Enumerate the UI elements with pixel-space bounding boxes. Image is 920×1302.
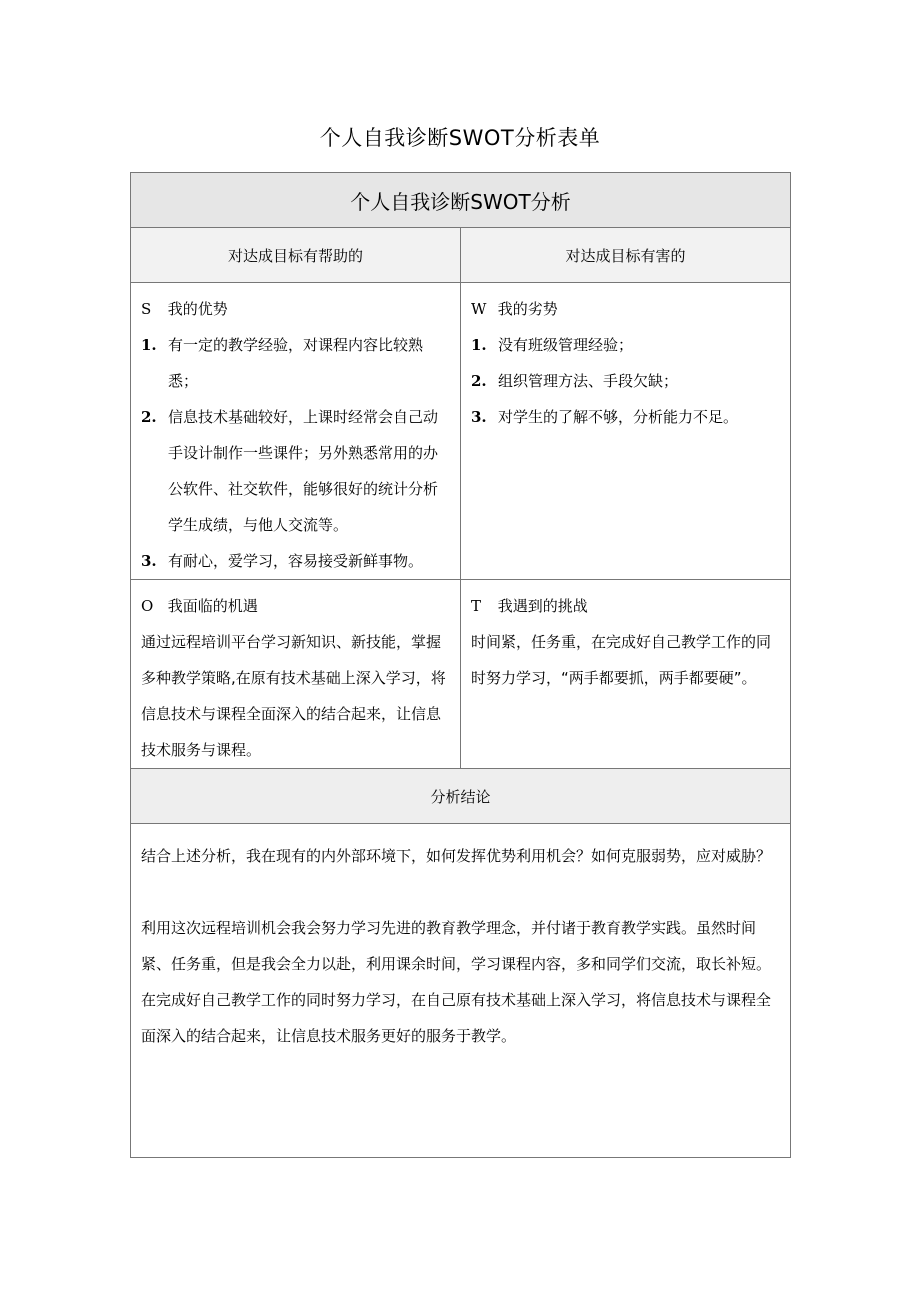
list-item (471, 327, 782, 363)
strengths-heading (141, 291, 452, 327)
conclusion-spacer (141, 874, 782, 910)
weaknesses-letter: W (471, 300, 487, 318)
opportunities-heading (141, 588, 452, 624)
table-main-header: 个人自我诊断SWOT分析 (131, 173, 791, 228)
strengths-letter: S (141, 300, 152, 318)
conclusion-header: 分析结论 (131, 769, 791, 824)
list-item-text: 有一定的教学经验，对课程内容比较熟悉； (168, 336, 424, 390)
weaknesses-list (471, 327, 782, 435)
column-header-helpful: 对达成目标有帮助的 (131, 228, 461, 283)
opportunities-letter: O (141, 597, 154, 615)
list-item-text: 有耐心，爱学习，容易接受新鲜事物。 (168, 552, 424, 570)
weaknesses-heading (471, 291, 782, 327)
list-item-number: 1. (471, 336, 487, 354)
opportunities-title: 我面临的机遇 (167, 597, 258, 615)
opportunities-text: 通过远程培训平台学习新知识、新技能，掌握多种教学策略,在原有技术基础上深入学习，将信息技术与课程全面深入的结合起来，让信息技术服务与课程。 (141, 633, 446, 759)
weaknesses-title: 我的劣势 (497, 300, 558, 318)
list-item (471, 363, 782, 399)
opportunities-cell (131, 580, 461, 769)
strengths-title: 我的优势 (167, 300, 228, 318)
threats-text: 时间紧，任务重，在完成好自己教学工作的同时努力学习，“两手都要抓，两手都要硬”。 (471, 633, 772, 687)
threats-cell (461, 580, 791, 769)
threats-heading (471, 588, 782, 624)
list-item-number: 3. (471, 408, 487, 426)
list-item (141, 327, 452, 399)
list-item (141, 543, 452, 579)
list-item-number: 1. (141, 336, 157, 354)
conclusion-cell (131, 824, 791, 1158)
column-header-harmful: 对达成目标有害的 (461, 228, 791, 283)
list-item-number: 3. (141, 552, 157, 570)
list-item-text: 对学生的了解不够，分析能力不足。 (498, 408, 739, 426)
threats-title: 我遇到的挑战 (497, 597, 588, 615)
list-item-number: 2. (471, 372, 487, 390)
threats-letter: T (471, 597, 482, 615)
conclusion-answer: 利用这次远程培训机会我会努力学习先进的教育教学理念，并付诸于教育教学实践。虽然时间紧、任务重，但是我会全力以赴，利用课余时间，学习课程内容，多和同学们交流，取长补短。在完成好自己教学工作的同时努力学习，在自己原有技术基础上深入学习，将信息技术与课程全面深入的结合起来，让信息技术服务更好的服务于教学。 (141, 919, 772, 1045)
weaknesses-cell (461, 283, 791, 580)
conclusion-question: 结合上述分析，我在现有的内外部环境下，如何发挥优势利用机会？如何克服弱势，应对威胁？ (141, 847, 772, 865)
list-item (141, 399, 452, 543)
list-item (471, 399, 782, 435)
list-item-number: 2. (141, 408, 157, 426)
list-item-text: 没有班级管理经验； (498, 336, 634, 354)
document-title: 个人自我诊断SWOT分析表单 (319, 126, 601, 150)
strengths-cell (131, 283, 461, 580)
list-item-text: 信息技术基础较好，上课时经常会自己动手设计制作一些课件；另外熟悉常用的办公软件、社交软件，能够很好的统计分析学生成绩，与他人交流等。 (168, 408, 439, 534)
swot-table (130, 172, 791, 1158)
strengths-list (141, 327, 452, 579)
list-item-text: 组织管理方法、手段欠缺； (498, 372, 679, 390)
